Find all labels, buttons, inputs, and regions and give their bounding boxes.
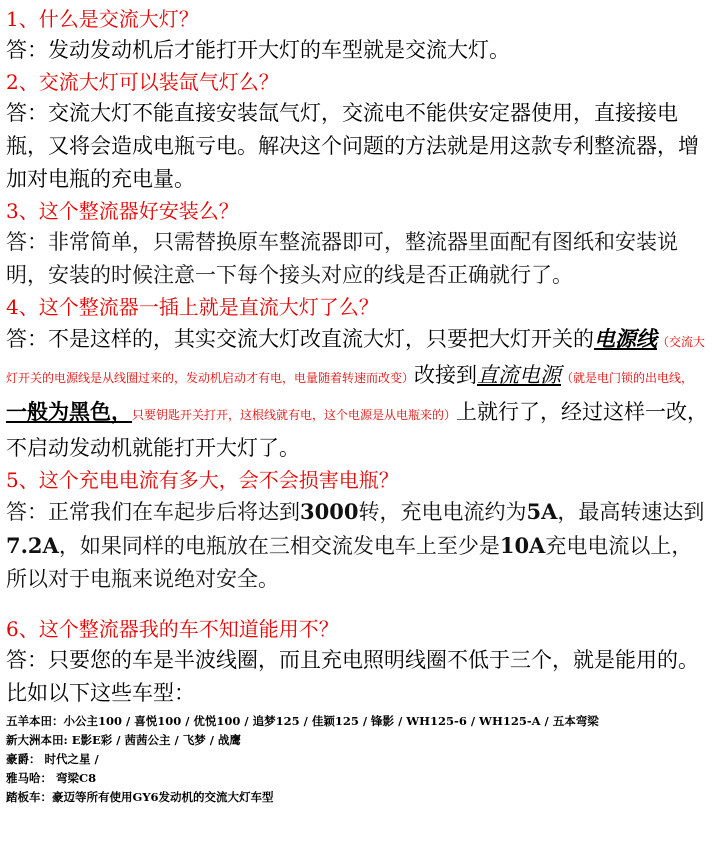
answer-4-part-2: 改接到 [414,363,478,387]
answer-2: 答：交流大灯不能直接安装氙气灯，交流电不能供安定器使用，直接接电瓶，又将会造成电瓶亏电。解决这个问题的方法就是用这款专利整流器，增加对电瓶的充电量。 [6,101,699,191]
power-line-note: （交流大灯开关的电源线是从线圈过来的，发动机启动才有电，电量随着转速而改变） [6,335,706,385]
power-line-term: 电源线 [594,326,657,351]
answer-5-part-4: ，如果同样的电瓶放在三相交流发电车上至少是 [58,534,500,558]
answer-5 [6,495,708,596]
black-wire-term: 一般为黑色， [6,399,132,424]
model-line: 五羊本田：小公主100 / 喜悦100 / 优悦100 / 追梦125 / 佳颖125 / 锋影 / WH125-6 / WH125-A / 五本弯梁 [6,714,599,728]
compatible-models-list [6,712,708,807]
answer-5-part-1: 答：正常我们在车起步后将达到 [6,500,300,524]
answer-1: 答：发动发动机后才能打开大灯的车型就是交流大灯。 [6,38,510,62]
model-line: 踏板车：豪迈等所有使用GY6发动机的交流大灯车型 [6,790,274,804]
question-4-title: 4、这个整流器一插上就是直流大灯了么？ [6,295,379,319]
dc-power-note-b: 只要钥匙开关打开，这根线就有电，这个电源是从电瓶来的） [132,408,457,422]
question-5-title: 5、这个充电电流有多大，会不会损害电瓶？ [6,468,399,492]
answer-4 [6,322,708,465]
question-1-title: 1、什么是交流大灯？ [6,7,199,31]
answer-6: 答：只要您的车是半波线圈，而且充电照明线圈不低于三个，就是能用的。比如以下这些车型： [6,648,699,705]
section-spacer [6,596,708,614]
answer-3: 答：非常简单，只需替换原车整流器即可，整流器里面配有图纸和安装说明，安装的时候注意一下每个接头对应的线是否正确就行了。 [6,230,678,287]
dc-power-note-a: （就是电门锁的出电线， [561,371,694,385]
model-line: 雅马哈： 弯梁C8 [6,771,97,785]
question-3-title: 3、这个整流器好安装么？ [6,199,239,223]
model-line: 豪爵： 时代之星 / [6,752,99,766]
answer-5-part-3: ，最高转速达到 [557,500,705,524]
answer-4-part-1: 答：不是这样的，其实交流大灯改直流大灯，只要把大灯开关的 [6,327,594,351]
dc-power-term: 直流电源 [477,363,562,387]
current-value-2: 7.2A [6,533,59,558]
model-line: 新大洲本田: E影E彩 / 茜茜公主 / 飞梦 / 战鹰 [6,733,241,747]
current-value-1: 5A [526,499,558,524]
answer-4-part-3: 上就行了，经过这样一改，不启动发动机就能打开大灯了。 [6,400,709,460]
question-6-title: 6、这个整流器我的车不知道能用不？ [6,617,339,641]
rpm-value: 3000 [300,499,359,524]
current-value-3: 10A [499,533,546,558]
answer-5-part-5: 充电电流以上，所以对于电瓶来说绝对安全。 [6,534,693,591]
question-2-title: 2、交流大灯可以装氙气灯么？ [6,70,279,94]
answer-5-part-2: 转，充电电流约为 [358,500,527,524]
